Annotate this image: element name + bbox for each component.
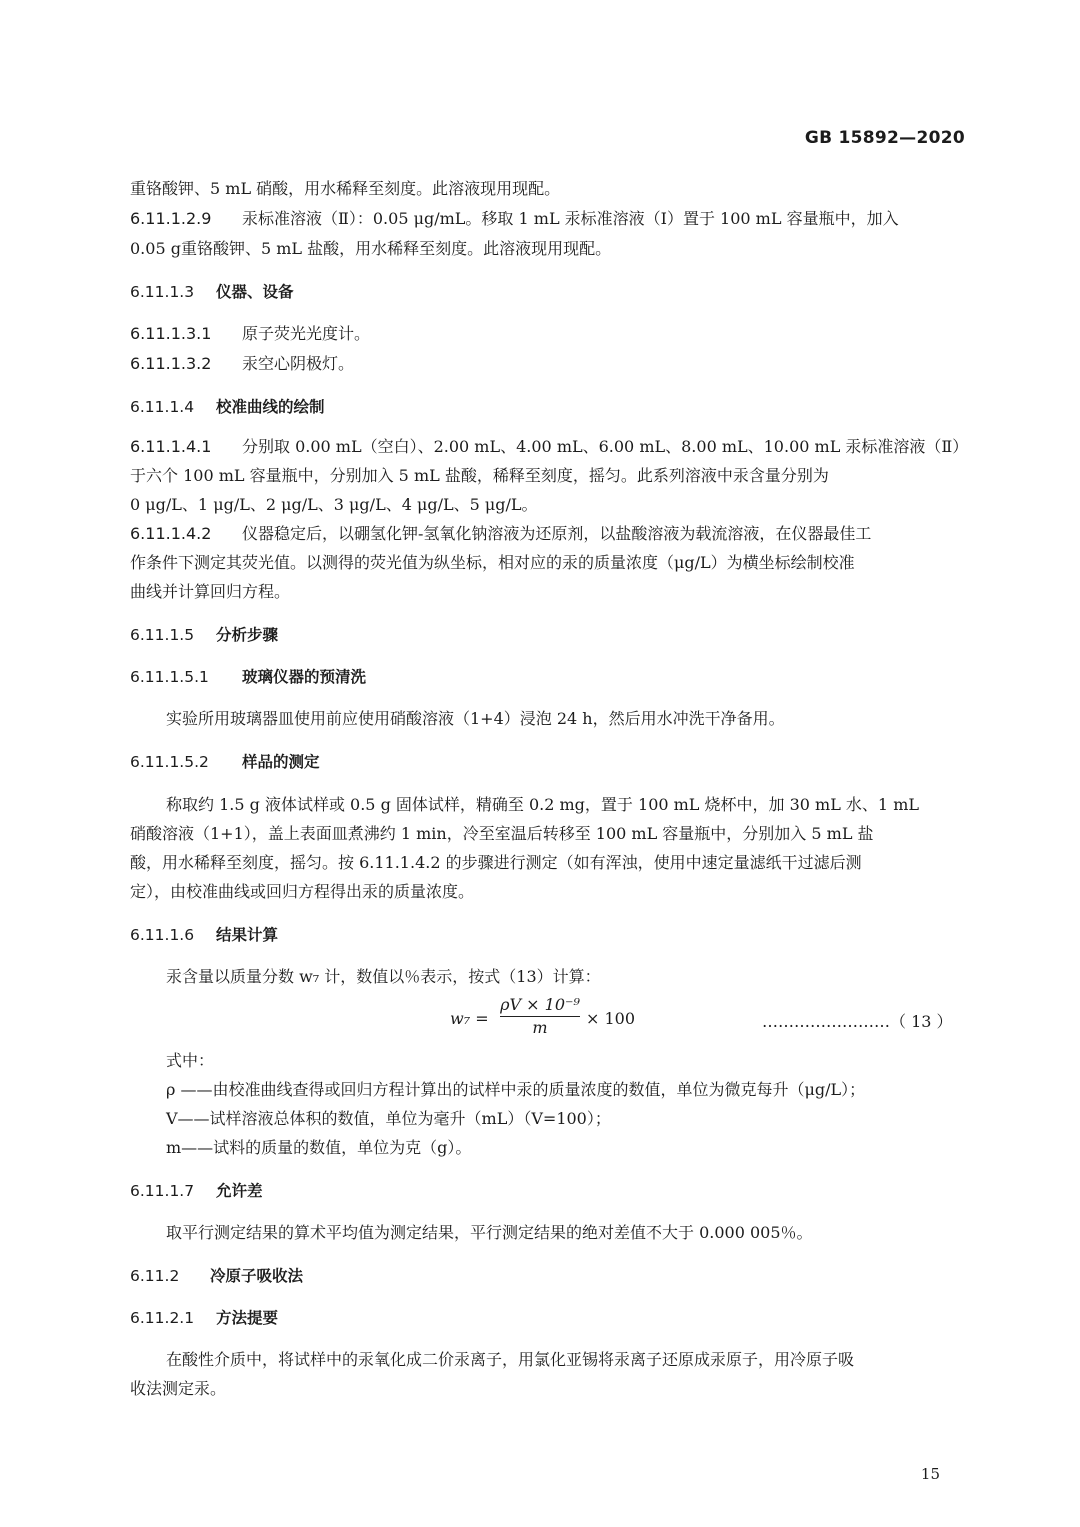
- heading-number: 6.11.1.5: [130, 626, 195, 644]
- clause-6-11-1-5-2-line-3: 酸，用水稀释至刻度，摇匀。按 6.11.1.4.2 的步骤进行测定（如有浑浊，使用中速定量滤纸干过滤后测: [130, 853, 862, 872]
- clause-6-11-1-4-2-line-2: 作条件下测定其荧光值。以测得的荧光值为纵坐标，相对应的汞的质量浓度（μg/L）为横坐标绘制校准: [130, 553, 855, 572]
- formula-fraction: [500, 995, 580, 1038]
- clause-6-11-1-5-2-line-1: 称取约 1.5 g 液体试样或 0.5 g 固体试样，精确至 0.2 mg，置于 100 mL 烧杯中，加 30 mL 水、1 mL: [166, 795, 919, 814]
- heading-number: 6.11.1.7: [130, 1182, 195, 1200]
- clause-number: 6.11.1.2.9: [130, 209, 212, 228]
- heading-title: 方法提要: [216, 1309, 279, 1327]
- fraction-bar: [500, 1016, 580, 1017]
- heading-number: 6.11.2.1: [130, 1309, 195, 1327]
- formula-13: [450, 995, 650, 1045]
- formula-intro: 汞含量以质量分数 w₇ 计，数值以％表示，按式（13）计算：: [166, 967, 601, 986]
- heading-title: 玻璃仪器的预清洗: [242, 668, 367, 686]
- clause-6-11-1-4-2-line-1: [130, 523, 871, 545]
- heading-title: 允许差: [216, 1182, 263, 1200]
- heading-number: 6.11.2: [130, 1267, 180, 1285]
- clause-text: 分别取 0.00 mL（空白）、2.00 mL、4.00 mL、6.00 mL、8.00 mL、10.00 mL 汞标准溶液（Ⅱ）: [242, 437, 969, 456]
- heading-title: 结果计算: [216, 926, 279, 944]
- heading-6-11-1-6: [130, 924, 278, 946]
- heading-6-11-1-7: [130, 1180, 263, 1202]
- heading-6-11-2-1: [130, 1307, 278, 1329]
- standard-number: GB 15892—2020: [804, 128, 965, 148]
- clause-6-11-1-5-2-line-2: 硝酸溶液（1+1），盖上表面皿煮沸约 1 min，冷至室温后转移至 100 mL 容量瓶中，分别加入 5 mL 盐: [130, 824, 874, 843]
- heading-title: 校准曲线的绘制: [216, 398, 325, 416]
- variable-rho: ρ ——由校准曲线查得或回归方程计算出的试样中汞的质量浓度的数值，单位为微克每升（μg/L）；: [166, 1080, 866, 1099]
- clause-number: 6.11.1.4.1: [130, 437, 212, 456]
- heading-6-11-1-5: [130, 624, 278, 646]
- heading-number: 6.11.1.3: [130, 283, 195, 301]
- clause-6-11-1-3-2: [130, 353, 354, 375]
- formula-denominator: m: [532, 1018, 548, 1037]
- where-label: 式中：: [166, 1051, 215, 1070]
- clause-text: 汞空心阴极灯。: [242, 354, 355, 373]
- equation-number: ……………………（ 13 ）: [762, 1012, 953, 1031]
- formula-rhs: × 100: [586, 1009, 636, 1028]
- heading-6-11-1-5-1: [130, 666, 366, 688]
- variable-m: m——试料的质量的数值，单位为克（g）。: [166, 1138, 472, 1157]
- continued-line: 重铬酸钾、5 mL 硝酸，用水稀释至刻度。此溶液现用现配。: [130, 179, 561, 198]
- heading-number: 6.11.1.5.2: [130, 753, 209, 771]
- heading-number: 6.11.1.4: [130, 398, 195, 416]
- heading-title: 冷原子吸收法: [210, 1267, 304, 1285]
- heading-6-11-1-3: [130, 281, 294, 303]
- formula-lhs: w₇ =: [450, 1009, 489, 1028]
- clause-6-11-2-1-line-1: 在酸性介质中，将试样中的汞氧化成二价汞离子，用氯化亚锡将汞离子还原成汞原子，用冷原子吸: [166, 1350, 855, 1369]
- heading-number: 6.11.1.6: [130, 926, 195, 944]
- clause-text: 仪器稳定后，以硼氢化钾-氢氧化钠溶液为还原剂，以盐酸溶液为载流溶液，在仪器最佳工: [242, 524, 872, 543]
- variable-v: V——试样溶液总体积的数值，单位为毫升（mL）（V=100）；: [166, 1109, 611, 1128]
- clause-number: 6.11.1.4.2: [130, 524, 212, 543]
- clause-6-11-1-4-1-line-2: 于六个 100 mL 容量瓶中，分别加入 5 mL 盐酸，稀释至刻度，摇匀。此系列溶液中汞含量分别为: [130, 466, 829, 485]
- heading-title: 样品的测定: [242, 753, 320, 771]
- heading-6-11-1-4: [130, 396, 325, 418]
- clause-6-11-2-1-line-2: 收法测定汞。: [130, 1379, 227, 1398]
- clause-6-11-1-4-1-line-3: 0 μg/L、1 μg/L、2 μg/L、3 μg/L、4 μg/L、5 μg/L。: [130, 495, 538, 514]
- heading-number: 6.11.1.5.1: [130, 668, 209, 686]
- clause-6-11-1-4-1-line-1: [130, 436, 968, 458]
- heading-title: 分析步骤: [216, 626, 279, 644]
- clause-number: 6.11.1.3.2: [130, 354, 212, 373]
- clause-6-11-1-5-2-line-4: 定），由校准曲线或回归方程得出汞的质量浓度。: [130, 882, 475, 901]
- heading-6-11-2: [130, 1265, 303, 1287]
- clause-6-11-1-2-9-line-2: 0.05 g重铬酸钾、5 mL 盐酸，用水稀释至刻度。此溶液现用现配。: [130, 239, 612, 258]
- clause-6-11-1-7-text: 取平行测定结果的算术平均值为测定结果，平行测定结果的绝对差值不大于 0.000 005％。: [166, 1223, 813, 1242]
- clause-number: 6.11.1.3.1: [130, 324, 212, 343]
- clause-6-11-1-4-2-line-3: 曲线并计算回归方程。: [130, 582, 291, 601]
- heading-title: 仪器、设备: [216, 283, 294, 301]
- clause-6-11-1-5-1-text: 实验所用玻璃器皿使用前应使用硝酸溶液（1+4）浸泡 24 h，然后用水冲洗干净备用。: [166, 709, 785, 728]
- formula-numerator: ρV × 10⁻⁹: [500, 995, 580, 1014]
- clause-6-11-1-3-1: [130, 323, 370, 345]
- page-number: 15: [920, 1465, 940, 1483]
- clause-text: 原子荧光光度计。: [242, 324, 371, 343]
- clause-text: 汞标准溶液（Ⅱ）：0.05 μg/mL。移取 1 mL 汞标准溶液（Ⅰ）置于 100 mL 容量瓶中，加入: [242, 209, 899, 228]
- heading-6-11-1-5-2: [130, 751, 320, 773]
- clause-6-11-1-2-9-line-1: [130, 208, 899, 230]
